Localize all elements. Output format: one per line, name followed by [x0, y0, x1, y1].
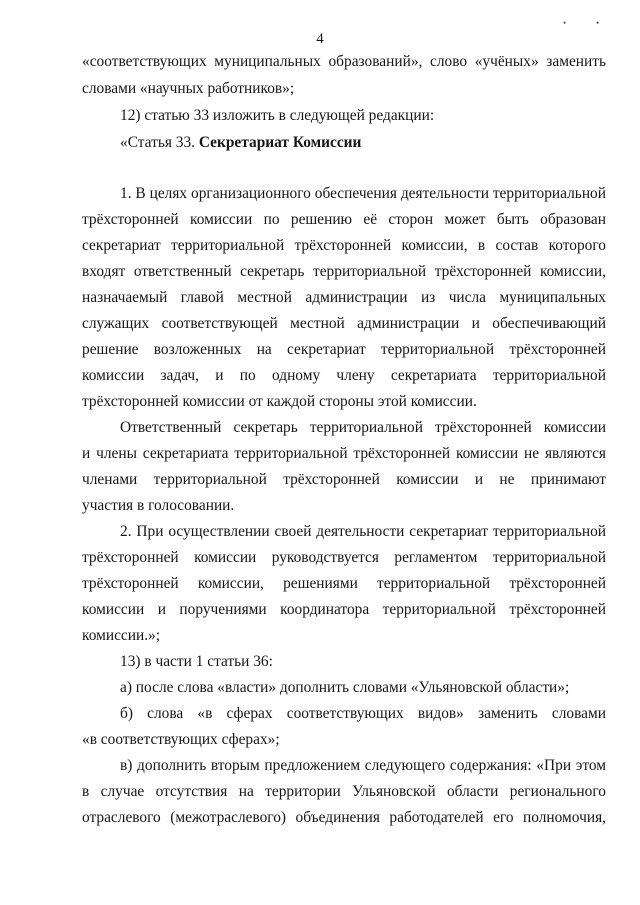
- paragraph-line: комиссии.»;: [82, 627, 161, 644]
- paragraph-line: входят ответственный секретарь территориальной трёхсторонней комиссии,: [82, 263, 606, 280]
- paragraph-line: служащих соответствующей местной администрации и обеспечивающий: [82, 315, 606, 332]
- paragraph-line: в) дополнить вторым предложением следующего содержания: «При этом: [120, 757, 606, 774]
- paragraph-line: членами территориальной трёхсторонней комиссии и не принимают: [82, 471, 606, 488]
- paragraph-line: трёхсторонней комиссии по решению её сторон может быть образован: [82, 211, 606, 228]
- paragraph-line: в случае отсутствия на территории Ульяновской области регионального: [82, 783, 606, 800]
- paragraph-line: трёхсторонней комиссии руководствуется регламентом территориальной: [82, 549, 606, 566]
- article-title: Секретариат Комиссии: [198, 134, 362, 151]
- page-number: 4: [316, 31, 324, 47]
- paragraph-line: а) после слова «власти» дополнить словами «Ульяновской области»;: [120, 679, 570, 696]
- paragraph-line: 13) в части 1 статьи 36:: [120, 653, 273, 670]
- scan-mark: •: [596, 18, 600, 28]
- paragraph-line: словами «научных работников»;: [82, 80, 295, 97]
- paragraph-line: 12) статью 33 изложить в следующей редакции:: [120, 107, 435, 124]
- paragraph-line: секретариат территориальной трёхсторонней комиссии, в состав которого: [82, 237, 606, 254]
- paragraph-line: отраслевого (межотраслевого) объединения работодателей его полномочия,: [82, 809, 606, 826]
- paragraph-line: участия в голосовании.: [82, 497, 235, 514]
- paragraph-line: решение возложенных на секретариат территориальной трёхсторонней: [82, 341, 606, 358]
- paragraph-line: комиссии задач, и по одному члену секретариата территориальной: [82, 367, 606, 384]
- paragraph-line: 1. В целях организационного обеспечения деятельности территориальной: [120, 185, 606, 202]
- paragraph-line: «соответствующих муниципальных образований», слово «учёных» заменить: [82, 53, 606, 70]
- paragraph-line: трёхсторонней комиссии, решениями территориальной трёхсторонней: [82, 575, 606, 592]
- article-number: «Статья 33.: [120, 134, 196, 151]
- paragraph-line: назначаемый главой местной администрации из числа муниципальных: [82, 289, 606, 306]
- paragraph-line: комиссии и поручениями координатора территориальной трёхсторонней: [82, 601, 606, 618]
- paragraph-line: «в соответствующих сферах»;: [82, 731, 280, 748]
- scan-mark: •: [563, 18, 567, 28]
- paragraph-line: 2. При осуществлении своей деятельности секретариат территориальной: [120, 523, 606, 540]
- paragraph-line: и члены секретариата территориальной трёхсторонней комиссии не являются: [82, 445, 606, 462]
- article-heading: [120, 134, 606, 152]
- paragraph-line: трёхсторонней комиссии от каждой стороны этой комиссии.: [82, 393, 477, 410]
- paragraph-line: б) слова «в сферах соответствующих видов» заменить словами: [120, 705, 606, 722]
- paragraph-line: Ответственный секретарь территориальной трёхсторонней комиссии: [120, 419, 606, 436]
